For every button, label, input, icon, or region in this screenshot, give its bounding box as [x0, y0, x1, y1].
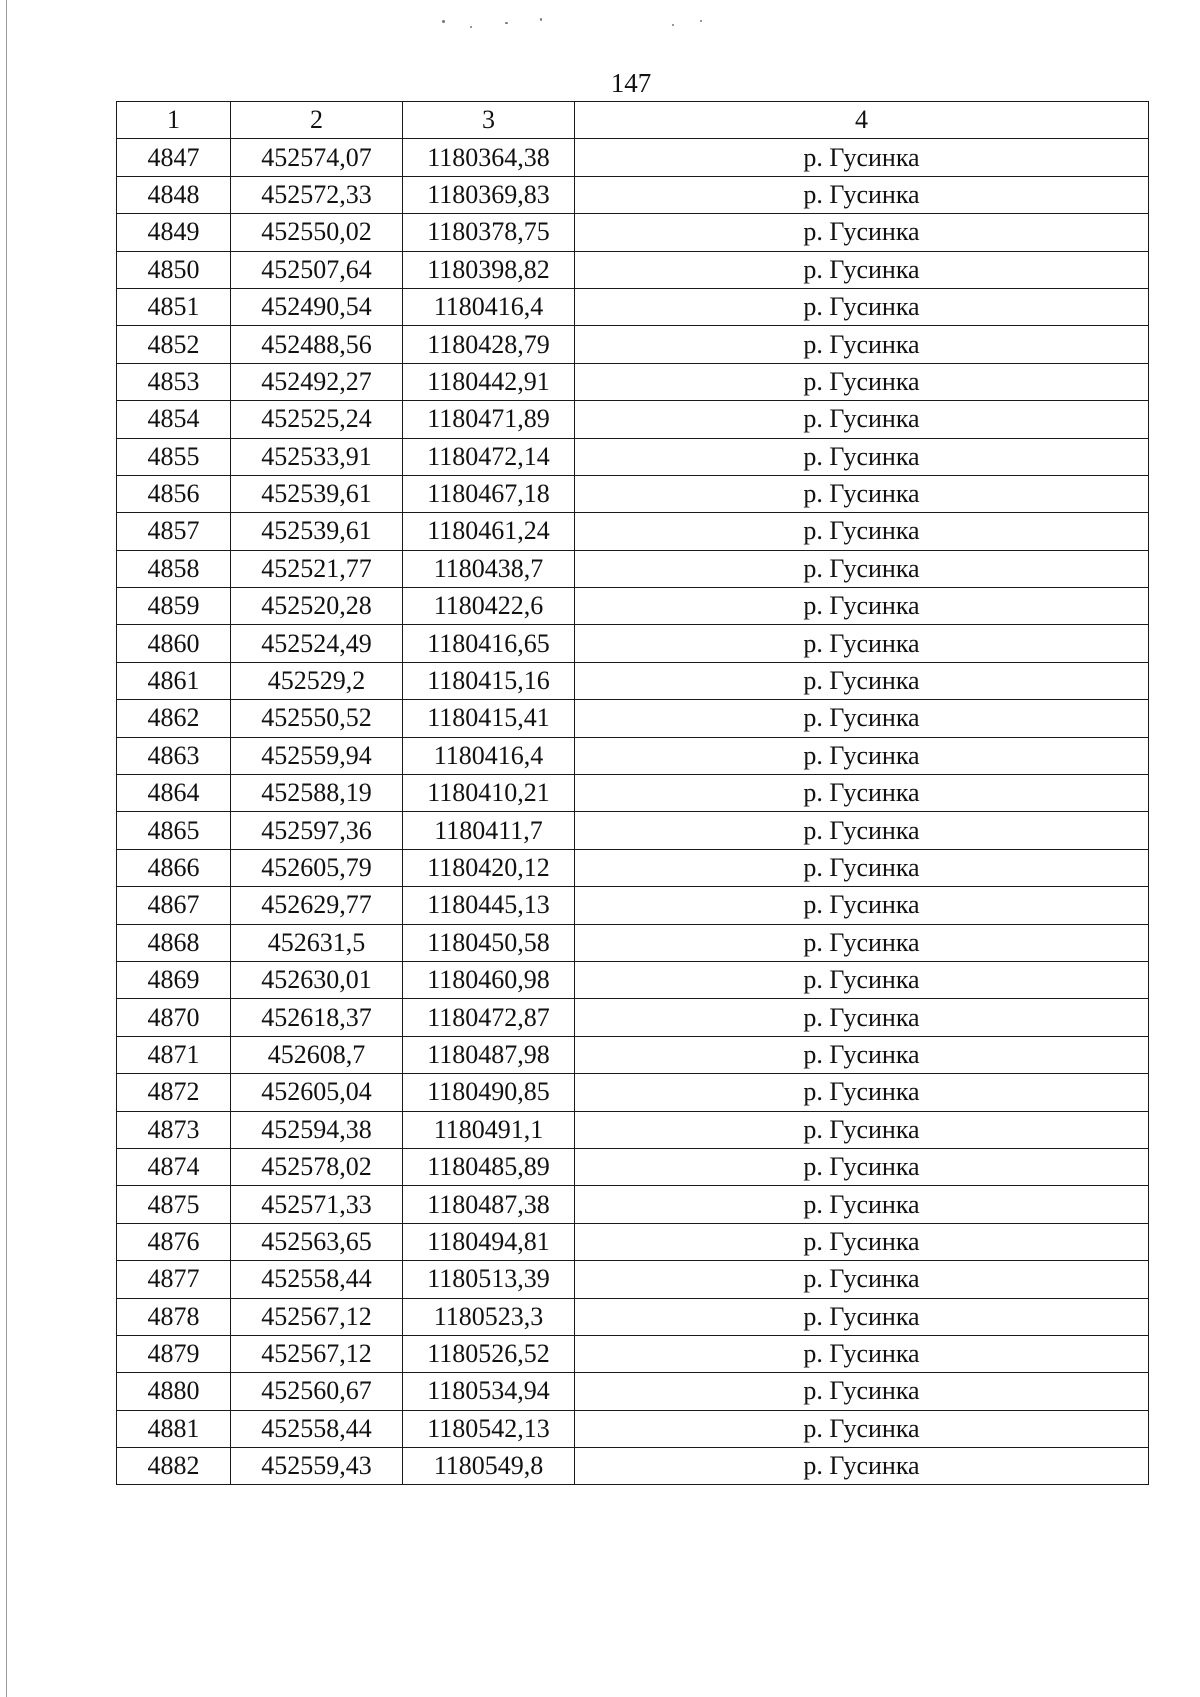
- point-number-cell: 4874: [117, 1148, 231, 1185]
- description-cell: р. Гусинка: [575, 700, 1149, 737]
- scan-speck: [700, 20, 702, 22]
- x-coordinate-cell: 452490,54: [231, 288, 403, 325]
- description-cell: р. Гусинка: [575, 1448, 1149, 1485]
- table-row: [117, 1261, 1149, 1298]
- y-coordinate-cell: 1180445,13: [403, 887, 575, 924]
- description-cell: р. Гусинка: [575, 550, 1149, 587]
- y-coordinate-cell: 1180494,81: [403, 1223, 575, 1260]
- x-coordinate-cell: 452608,7: [231, 1036, 403, 1073]
- x-coordinate-cell: 452539,61: [231, 513, 403, 550]
- table-row: [117, 1223, 1149, 1260]
- x-coordinate-cell: 452488,56: [231, 326, 403, 363]
- table-row: [117, 961, 1149, 998]
- table-row: [117, 401, 1149, 438]
- point-number-cell: 4855: [117, 438, 231, 475]
- x-coordinate-cell: 452594,38: [231, 1111, 403, 1148]
- description-cell: р. Гусинка: [575, 214, 1149, 251]
- point-number-cell: 4869: [117, 961, 231, 998]
- description-cell: р. Гусинка: [575, 326, 1149, 363]
- table-row: [117, 924, 1149, 961]
- x-coordinate-cell: 452550,02: [231, 214, 403, 251]
- y-coordinate-cell: 1180485,89: [403, 1148, 575, 1185]
- description-cell: р. Гусинка: [575, 1373, 1149, 1410]
- x-coordinate-cell: 452567,12: [231, 1298, 403, 1335]
- x-coordinate-cell: 452529,2: [231, 662, 403, 699]
- description-cell: р. Гусинка: [575, 1335, 1149, 1372]
- table-body: [117, 139, 1149, 1485]
- y-coordinate-cell: 1180526,52: [403, 1335, 575, 1372]
- x-coordinate-cell: 452550,52: [231, 700, 403, 737]
- table-row: [117, 363, 1149, 400]
- y-coordinate-cell: 1180467,18: [403, 475, 575, 512]
- x-coordinate-cell: 452563,65: [231, 1223, 403, 1260]
- column-header-1: 1: [117, 102, 231, 139]
- table-row: [117, 812, 1149, 849]
- x-coordinate-cell: 452605,79: [231, 849, 403, 886]
- x-coordinate-cell: 452558,44: [231, 1261, 403, 1298]
- description-cell: р. Гусинка: [575, 176, 1149, 213]
- table-row: [117, 1335, 1149, 1372]
- table-row: [117, 1148, 1149, 1185]
- y-coordinate-cell: 1180422,6: [403, 588, 575, 625]
- table-row: [117, 475, 1149, 512]
- table-row: [117, 1373, 1149, 1410]
- table-row: [117, 214, 1149, 251]
- table-row: [117, 176, 1149, 213]
- y-coordinate-cell: 1180542,13: [403, 1410, 575, 1447]
- y-coordinate-cell: 1180461,24: [403, 513, 575, 550]
- point-number-cell: 4861: [117, 662, 231, 699]
- table-row: [117, 1036, 1149, 1073]
- point-number-cell: 4857: [117, 513, 231, 550]
- description-cell: р. Гусинка: [575, 139, 1149, 176]
- point-number-cell: 4854: [117, 401, 231, 438]
- table-row: [117, 1410, 1149, 1447]
- table-row: [117, 139, 1149, 176]
- description-cell: р. Гусинка: [575, 1261, 1149, 1298]
- x-coordinate-cell: 452520,28: [231, 588, 403, 625]
- description-cell: р. Гусинка: [575, 588, 1149, 625]
- table-row: [117, 625, 1149, 662]
- point-number-cell: 4862: [117, 700, 231, 737]
- x-coordinate-cell: 452631,5: [231, 924, 403, 961]
- description-cell: р. Гусинка: [575, 662, 1149, 699]
- description-cell: р. Гусинка: [575, 737, 1149, 774]
- description-cell: р. Гусинка: [575, 999, 1149, 1036]
- point-number-cell: 4852: [117, 326, 231, 363]
- y-coordinate-cell: 1180369,83: [403, 176, 575, 213]
- point-number-cell: 4858: [117, 550, 231, 587]
- x-coordinate-cell: 452578,02: [231, 1148, 403, 1185]
- point-number-cell: 4856: [117, 475, 231, 512]
- point-number-cell: 4876: [117, 1223, 231, 1260]
- table-row: [117, 1111, 1149, 1148]
- y-coordinate-cell: 1180411,7: [403, 812, 575, 849]
- x-coordinate-cell: 452630,01: [231, 961, 403, 998]
- y-coordinate-cell: 1180534,94: [403, 1373, 575, 1410]
- y-coordinate-cell: 1180472,87: [403, 999, 575, 1036]
- x-coordinate-cell: 452558,44: [231, 1410, 403, 1447]
- x-coordinate-cell: 452559,43: [231, 1448, 403, 1485]
- point-number-cell: 4882: [117, 1448, 231, 1485]
- table-row: [117, 1298, 1149, 1335]
- page-number: 147: [610, 68, 652, 98]
- point-number-cell: 4877: [117, 1261, 231, 1298]
- description-cell: р. Гусинка: [575, 1074, 1149, 1111]
- y-coordinate-cell: 1180523,3: [403, 1298, 575, 1335]
- point-number-cell: 4850: [117, 251, 231, 288]
- description-cell: р. Гусинка: [575, 961, 1149, 998]
- x-coordinate-cell: 452533,91: [231, 438, 403, 475]
- point-number-cell: 4860: [117, 625, 231, 662]
- column-header-3: 3: [403, 102, 575, 139]
- table-row: [117, 1448, 1149, 1485]
- y-coordinate-cell: 1180416,4: [403, 288, 575, 325]
- y-coordinate-cell: 1180364,38: [403, 139, 575, 176]
- x-coordinate-cell: 452588,19: [231, 775, 403, 812]
- point-number-cell: 4865: [117, 812, 231, 849]
- x-coordinate-cell: 452560,67: [231, 1373, 403, 1410]
- column-header-2: 2: [231, 102, 403, 139]
- point-number-cell: 4875: [117, 1186, 231, 1223]
- y-coordinate-cell: 1180420,12: [403, 849, 575, 886]
- point-number-cell: 4873: [117, 1111, 231, 1148]
- x-coordinate-cell: 452524,49: [231, 625, 403, 662]
- point-number-cell: 4871: [117, 1036, 231, 1073]
- x-coordinate-cell: 452492,27: [231, 363, 403, 400]
- y-coordinate-cell: 1180416,65: [403, 625, 575, 662]
- description-cell: р. Гусинка: [575, 288, 1149, 325]
- point-number-cell: 4851: [117, 288, 231, 325]
- y-coordinate-cell: 1180450,58: [403, 924, 575, 961]
- point-number-cell: 4872: [117, 1074, 231, 1111]
- point-number-cell: 4868: [117, 924, 231, 961]
- table-row: [117, 251, 1149, 288]
- y-coordinate-cell: 1180491,1: [403, 1111, 575, 1148]
- x-coordinate-cell: 452525,24: [231, 401, 403, 438]
- table-row: [117, 588, 1149, 625]
- x-coordinate-cell: 452571,33: [231, 1186, 403, 1223]
- description-cell: р. Гусинка: [575, 849, 1149, 886]
- description-cell: р. Гусинка: [575, 401, 1149, 438]
- table-row: [117, 700, 1149, 737]
- point-number-cell: 4847: [117, 139, 231, 176]
- description-cell: р. Гусинка: [575, 625, 1149, 662]
- description-cell: р. Гусинка: [575, 438, 1149, 475]
- description-cell: р. Гусинка: [575, 363, 1149, 400]
- table-row: [117, 1074, 1149, 1111]
- table-row: [117, 775, 1149, 812]
- description-cell: р. Гусинка: [575, 251, 1149, 288]
- y-coordinate-cell: 1180416,4: [403, 737, 575, 774]
- table-row: [117, 550, 1149, 587]
- x-coordinate-cell: 452507,64: [231, 251, 403, 288]
- x-coordinate-cell: 452539,61: [231, 475, 403, 512]
- scan-speck: [540, 18, 542, 21]
- table-row: [117, 288, 1149, 325]
- column-header-4: 4: [575, 102, 1149, 139]
- y-coordinate-cell: 1180410,21: [403, 775, 575, 812]
- table-row: [117, 999, 1149, 1036]
- y-coordinate-cell: 1180415,41: [403, 700, 575, 737]
- table-row: [117, 326, 1149, 363]
- scan-speck: [505, 22, 508, 24]
- y-coordinate-cell: 1180490,85: [403, 1074, 575, 1111]
- coordinates-table: [116, 101, 1149, 1485]
- point-number-cell: 4863: [117, 737, 231, 774]
- description-cell: р. Гусинка: [575, 1148, 1149, 1185]
- x-coordinate-cell: 452605,04: [231, 1074, 403, 1111]
- x-coordinate-cell: 452572,33: [231, 176, 403, 213]
- table-row: [117, 737, 1149, 774]
- y-coordinate-cell: 1180378,75: [403, 214, 575, 251]
- description-cell: р. Гусинка: [575, 1298, 1149, 1335]
- description-cell: р. Гусинка: [575, 1186, 1149, 1223]
- x-coordinate-cell: 452618,37: [231, 999, 403, 1036]
- description-cell: р. Гусинка: [575, 812, 1149, 849]
- description-cell: р. Гусинка: [575, 924, 1149, 961]
- point-number-cell: 4881: [117, 1410, 231, 1447]
- table-row: [117, 513, 1149, 550]
- point-number-cell: 4859: [117, 588, 231, 625]
- x-coordinate-cell: 452521,77: [231, 550, 403, 587]
- scan-speck: [672, 24, 674, 26]
- x-coordinate-cell: 452559,94: [231, 737, 403, 774]
- y-coordinate-cell: 1180513,39: [403, 1261, 575, 1298]
- table-header-row: [117, 102, 1149, 139]
- description-cell: р. Гусинка: [575, 1223, 1149, 1260]
- description-cell: р. Гусинка: [575, 1410, 1149, 1447]
- point-number-cell: 4867: [117, 887, 231, 924]
- y-coordinate-cell: 1180472,14: [403, 438, 575, 475]
- point-number-cell: 4878: [117, 1298, 231, 1335]
- scan-speck: [442, 20, 445, 23]
- description-cell: р. Гусинка: [575, 1036, 1149, 1073]
- y-coordinate-cell: 1180438,7: [403, 550, 575, 587]
- table-row: [117, 1186, 1149, 1223]
- table-row: [117, 662, 1149, 699]
- description-cell: р. Гусинка: [575, 475, 1149, 512]
- point-number-cell: 4849: [117, 214, 231, 251]
- table-row: [117, 438, 1149, 475]
- y-coordinate-cell: 1180487,98: [403, 1036, 575, 1073]
- y-coordinate-cell: 1180398,82: [403, 251, 575, 288]
- point-number-cell: 4853: [117, 363, 231, 400]
- scan-edge-line: [6, 0, 7, 1697]
- point-number-cell: 4866: [117, 849, 231, 886]
- point-number-cell: 4864: [117, 775, 231, 812]
- description-cell: р. Гусинка: [575, 775, 1149, 812]
- table-row: [117, 887, 1149, 924]
- description-cell: р. Гусинка: [575, 1111, 1149, 1148]
- point-number-cell: 4848: [117, 176, 231, 213]
- y-coordinate-cell: 1180460,98: [403, 961, 575, 998]
- y-coordinate-cell: 1180428,79: [403, 326, 575, 363]
- point-number-cell: 4879: [117, 1335, 231, 1372]
- y-coordinate-cell: 1180549,8: [403, 1448, 575, 1485]
- x-coordinate-cell: 452574,07: [231, 139, 403, 176]
- y-coordinate-cell: 1180487,38: [403, 1186, 575, 1223]
- description-cell: р. Гусинка: [575, 513, 1149, 550]
- description-cell: р. Гусинка: [575, 887, 1149, 924]
- y-coordinate-cell: 1180471,89: [403, 401, 575, 438]
- point-number-cell: 4880: [117, 1373, 231, 1410]
- point-number-cell: 4870: [117, 999, 231, 1036]
- table-row: [117, 849, 1149, 886]
- y-coordinate-cell: 1180442,91: [403, 363, 575, 400]
- scan-speck: [470, 26, 472, 28]
- y-coordinate-cell: 1180415,16: [403, 662, 575, 699]
- x-coordinate-cell: 452567,12: [231, 1335, 403, 1372]
- x-coordinate-cell: 452597,36: [231, 812, 403, 849]
- x-coordinate-cell: 452629,77: [231, 887, 403, 924]
